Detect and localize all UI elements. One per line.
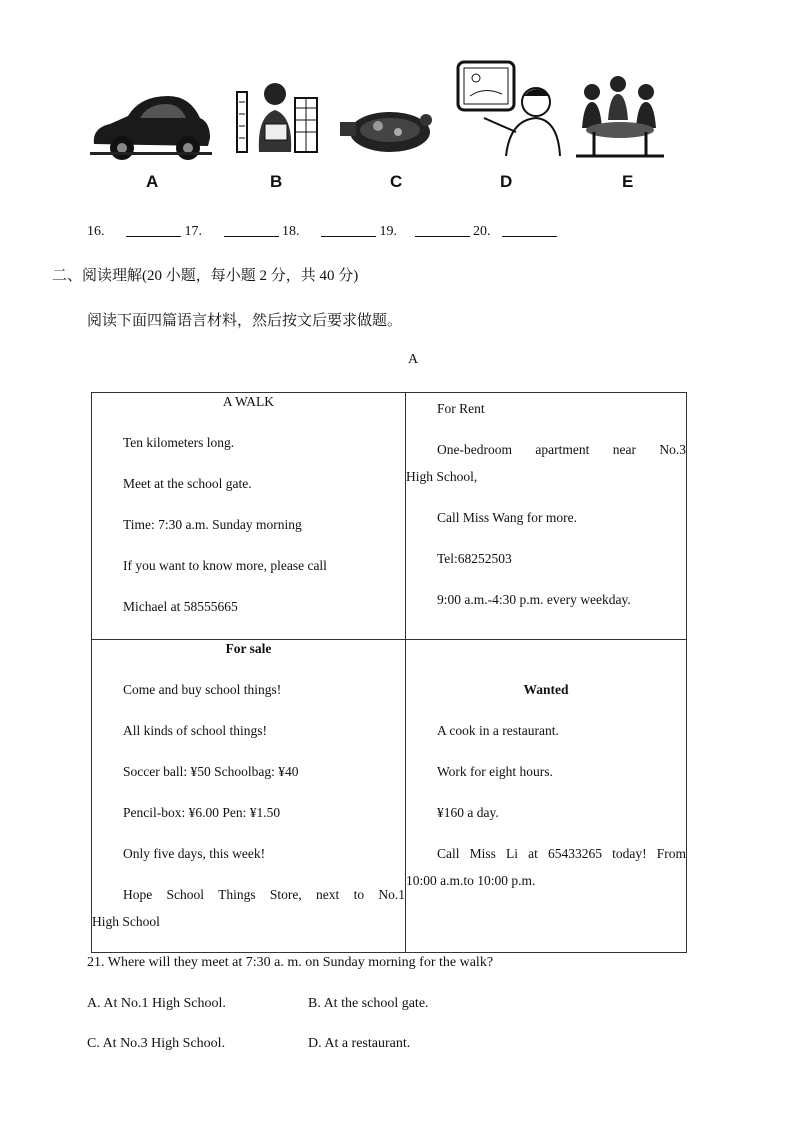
ad-line: Tel:68252503 [437, 551, 512, 566]
answer-blank[interactable] [126, 222, 181, 237]
question-stem: 21. Where will they meet at 7:30 a. m. on Sunday morning for the walk? [87, 955, 494, 970]
food-plate-icon [338, 102, 434, 163]
ad-line: Soccer ball: ¥50 Schoolbag: ¥40 [123, 764, 299, 779]
answer-blank[interactable] [224, 222, 279, 237]
ad-line: 9:00 a.m.-4:30 p.m. every weekday. [437, 592, 631, 607]
blank-number: 20. [473, 224, 491, 239]
ad-rent [406, 393, 687, 640]
blank-number: 18. [282, 224, 300, 239]
ad-title: Wanted [523, 682, 569, 697]
ad-title: For Rent [437, 401, 485, 416]
ad-title: A WALK [222, 394, 275, 409]
blank-number: 19. [379, 224, 397, 239]
ad-line: High School, [406, 469, 478, 484]
picture-label-b: B [270, 172, 283, 191]
ad-line: ¥160 a day. [437, 805, 499, 820]
woman-reading-icon [235, 72, 321, 163]
man-watching-tv-icon [456, 58, 562, 163]
ad-sale [92, 640, 406, 953]
car-icon [88, 66, 216, 171]
ad-line: High School [92, 914, 160, 929]
ad-line: Only five days, this week! [123, 846, 266, 861]
instruction: 阅读下面四篇语言材料，然后按文后要求做题。 [87, 313, 403, 329]
ad-line: Come and buy school things! [123, 682, 282, 697]
ad-line: One-bedroom apartment near No.3 [437, 442, 686, 457]
picture-label-a: A [146, 172, 159, 191]
ad-wanted [406, 640, 687, 953]
ad-line: Call Miss Li at 65433265 today! From [437, 846, 686, 861]
picture-label-d: D [500, 172, 513, 191]
picture-label-e: E [622, 172, 634, 191]
option-b[interactable]: B. At the school gate. [308, 996, 429, 1011]
option-d[interactable]: D. At a restaurant. [308, 1036, 411, 1051]
passage-label: A [408, 352, 419, 367]
answer-blank[interactable] [321, 222, 376, 237]
ad-line: A cook in a restaurant. [437, 723, 559, 738]
ad-line: Michael at 58555665 [123, 599, 238, 614]
ad-line: Work for eight hours. [437, 764, 553, 779]
ad-line: Pencil-box: ¥6.00 Pen: ¥1.50 [123, 805, 281, 820]
ad-line: Meet at the school gate. [123, 476, 252, 491]
picture-label-c: C [390, 172, 403, 191]
family-dinner-icon [574, 72, 666, 165]
answer-blank[interactable] [502, 222, 557, 237]
answer-blanks [87, 222, 557, 240]
ad-line: All kinds of school things! [123, 723, 267, 738]
blank-number: 17. [184, 224, 202, 239]
ad-line: Ten kilometers long. [123, 435, 235, 450]
ad-line: Hope School Things Store, next to No.1 [123, 887, 405, 902]
ad-line: If you want to know more, please call [123, 558, 327, 573]
ad-line: Call Miss Wang for more. [437, 510, 578, 525]
option-a[interactable]: A. At No.1 High School. [87, 996, 226, 1011]
section-title: 二、阅读理解(20 小题，每小题 2 分，共 40 分) [52, 268, 359, 284]
answer-blank[interactable] [415, 222, 470, 237]
blank-number: 16. [87, 224, 105, 239]
ad-title: For sale [225, 641, 272, 656]
ads-table [91, 392, 687, 953]
ad-line: 10:00 a.m.to 10:00 p.m. [406, 873, 536, 888]
option-c[interactable]: C. At No.3 High School. [87, 1036, 226, 1051]
ad-line: Time: 7:30 a.m. Sunday morning [123, 517, 302, 532]
ad-walk [92, 393, 406, 640]
